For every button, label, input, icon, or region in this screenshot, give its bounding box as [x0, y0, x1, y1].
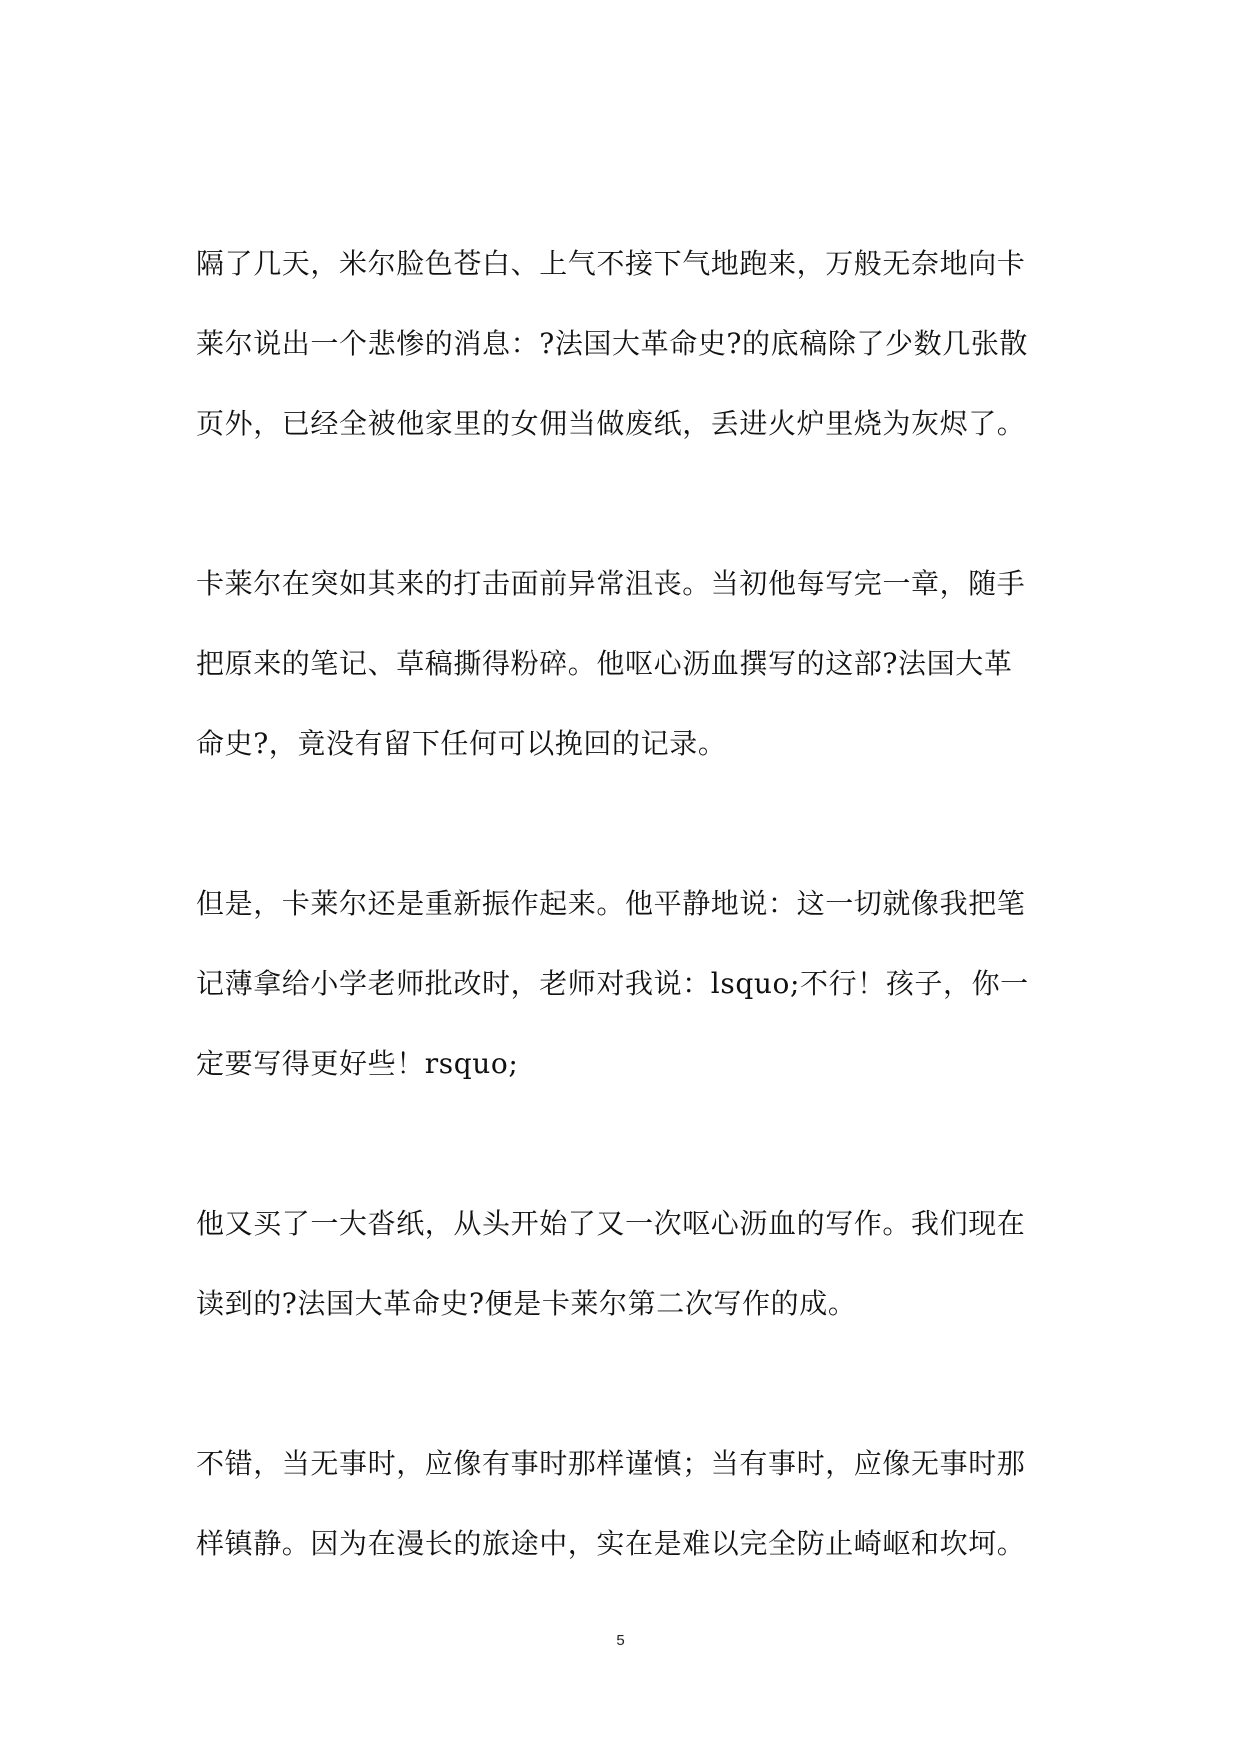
text-line: 把原来的笔记、草稿撕得粉碎。他呕心沥血撰写的这部?法国大革 — [196, 647, 1013, 680]
text-line: 卡莱尔在突如其来的打击面前异常沮丧。当初他每写完一章，随手 — [196, 567, 1026, 600]
text-line: 命史?，竟没有留下任何可以挽回的记录。 — [196, 727, 727, 760]
paragraph — [196, 1184, 1046, 1344]
text-line: 但是，卡莱尔还是重新振作起来。他平静地说：这一切就像我把笔 — [196, 887, 1026, 920]
page-number: 5 — [616, 1632, 625, 1649]
body-text — [196, 224, 1046, 1664]
text-line: 莱尔说出一个悲惨的消息：?法国大革命史?的底稿除了少数几张散 — [196, 327, 1029, 360]
text-line: 隔了几天，米尔脸色苍白、上气不接下气地跑来，万般无奈地向卡 — [196, 247, 1026, 280]
paragraph — [196, 544, 1046, 784]
paragraph — [196, 224, 1046, 464]
text-line: 不错，当无事时，应像有事时那样谨慎；当有事时，应像无事时那 — [196, 1447, 1026, 1480]
text-line: 记薄拿给小学老师批改时，老师对我说：lsquo;不行！孩子，你一 — [196, 967, 1029, 1000]
paragraph — [196, 1424, 1046, 1584]
text-line: 样镇静。因为在漫长的旅途中，实在是难以完全防止崎岖和坎坷。 — [196, 1527, 1026, 1560]
text-line: 读到的?法国大革命史?便是卡莱尔第二次写作的成。 — [196, 1287, 857, 1320]
paragraph — [196, 864, 1046, 1104]
text-line: 他又买了一大沓纸，从头开始了又一次呕心沥血的写作。我们现在 — [196, 1207, 1026, 1240]
text-line: 页外，已经全被他家里的女佣当做废纸，丢进火炉里烧为灰烬了。 — [196, 407, 1026, 440]
text-line: 定要写得更好些！rsquo; — [196, 1047, 519, 1080]
